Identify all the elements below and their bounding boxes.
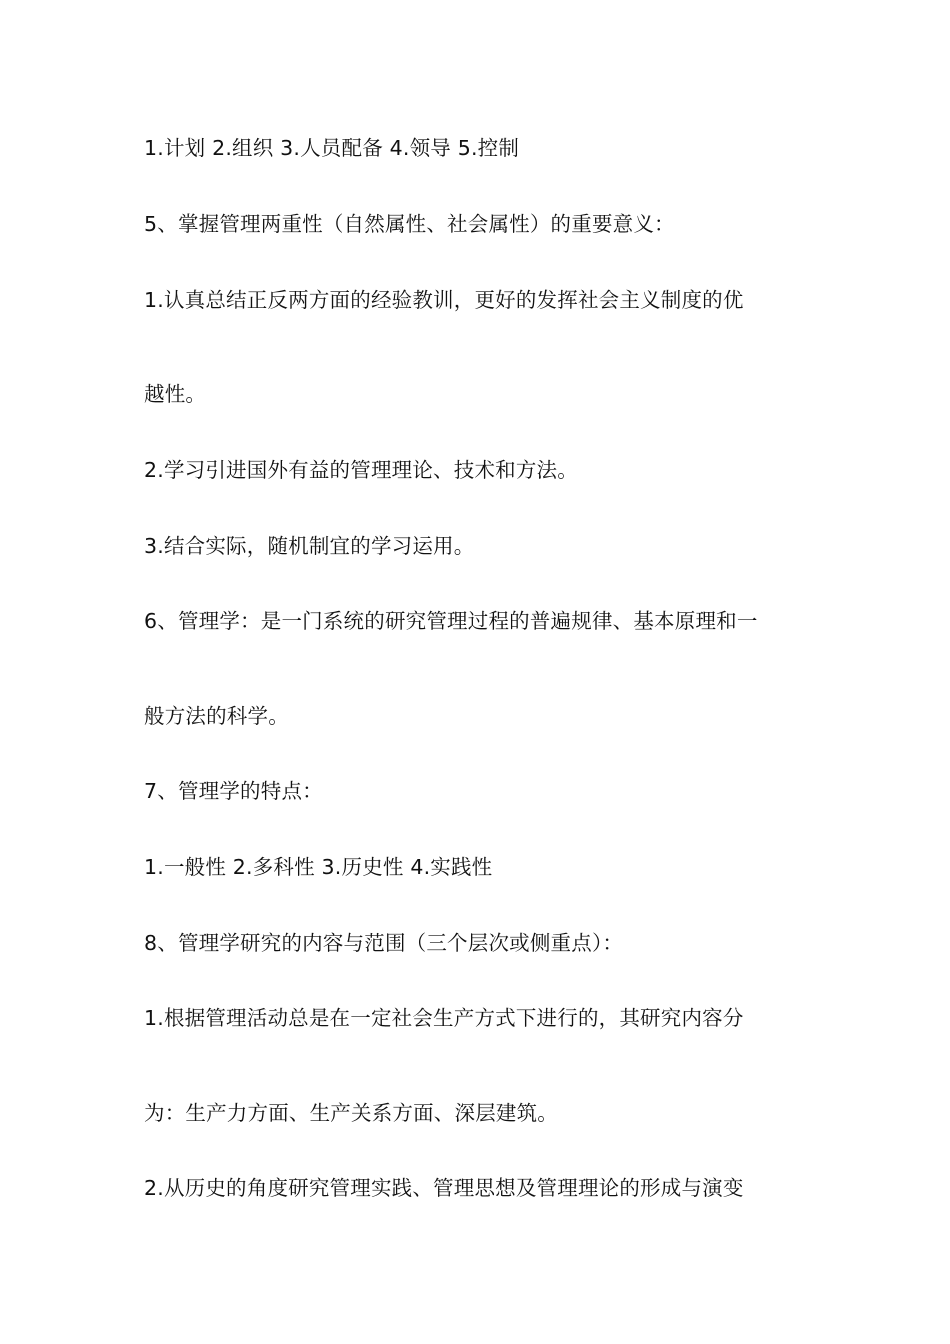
text-line-features-list: 1.一般性 2.多科性 3.历史性 4.实践性 xyxy=(144,855,493,879)
text-line-heading-6: 6、管理学：是一门系统的研究管理过程的普遍规律、基本原理和一 xyxy=(144,609,758,633)
text-line-scope-item-1-cont: 为：生产力方面、生产关系方面、深层建筑。 xyxy=(144,1101,558,1125)
text-line-scope-item-2: 2.从历史的角度研究管理实践、管理思想及管理理论的形成与演变 xyxy=(144,1176,744,1200)
text-line-heading-5: 5、掌握管理两重性（自然属性、社会属性）的重要意义： xyxy=(144,212,675,236)
text-line-item-2: 2.学习引进国外有益的管理理论、技术和方法。 xyxy=(144,458,578,482)
text-line-item-1-cont: 越性。 xyxy=(144,382,207,406)
text-line-heading-8: 8、管理学研究的内容与范围（三个层次或侧重点）： xyxy=(144,931,624,955)
text-line-heading-7: 7、管理学的特点： xyxy=(144,779,323,803)
text-line-item-1: 1.认真总结正反两方面的经验教训，更好的发挥社会主义制度的优 xyxy=(144,288,744,312)
text-line-heading-6-cont: 般方法的科学。 xyxy=(144,704,289,728)
text-line-scope-item-1: 1.根据管理活动总是在一定社会生产方式下进行的，其研究内容分 xyxy=(144,1006,744,1030)
text-line-functions-list: 1.计划 2.组织 3.人员配备 4.领导 5.控制 xyxy=(144,136,520,160)
text-line-item-3: 3.结合实际，随机制宜的学习运用。 xyxy=(144,534,475,558)
